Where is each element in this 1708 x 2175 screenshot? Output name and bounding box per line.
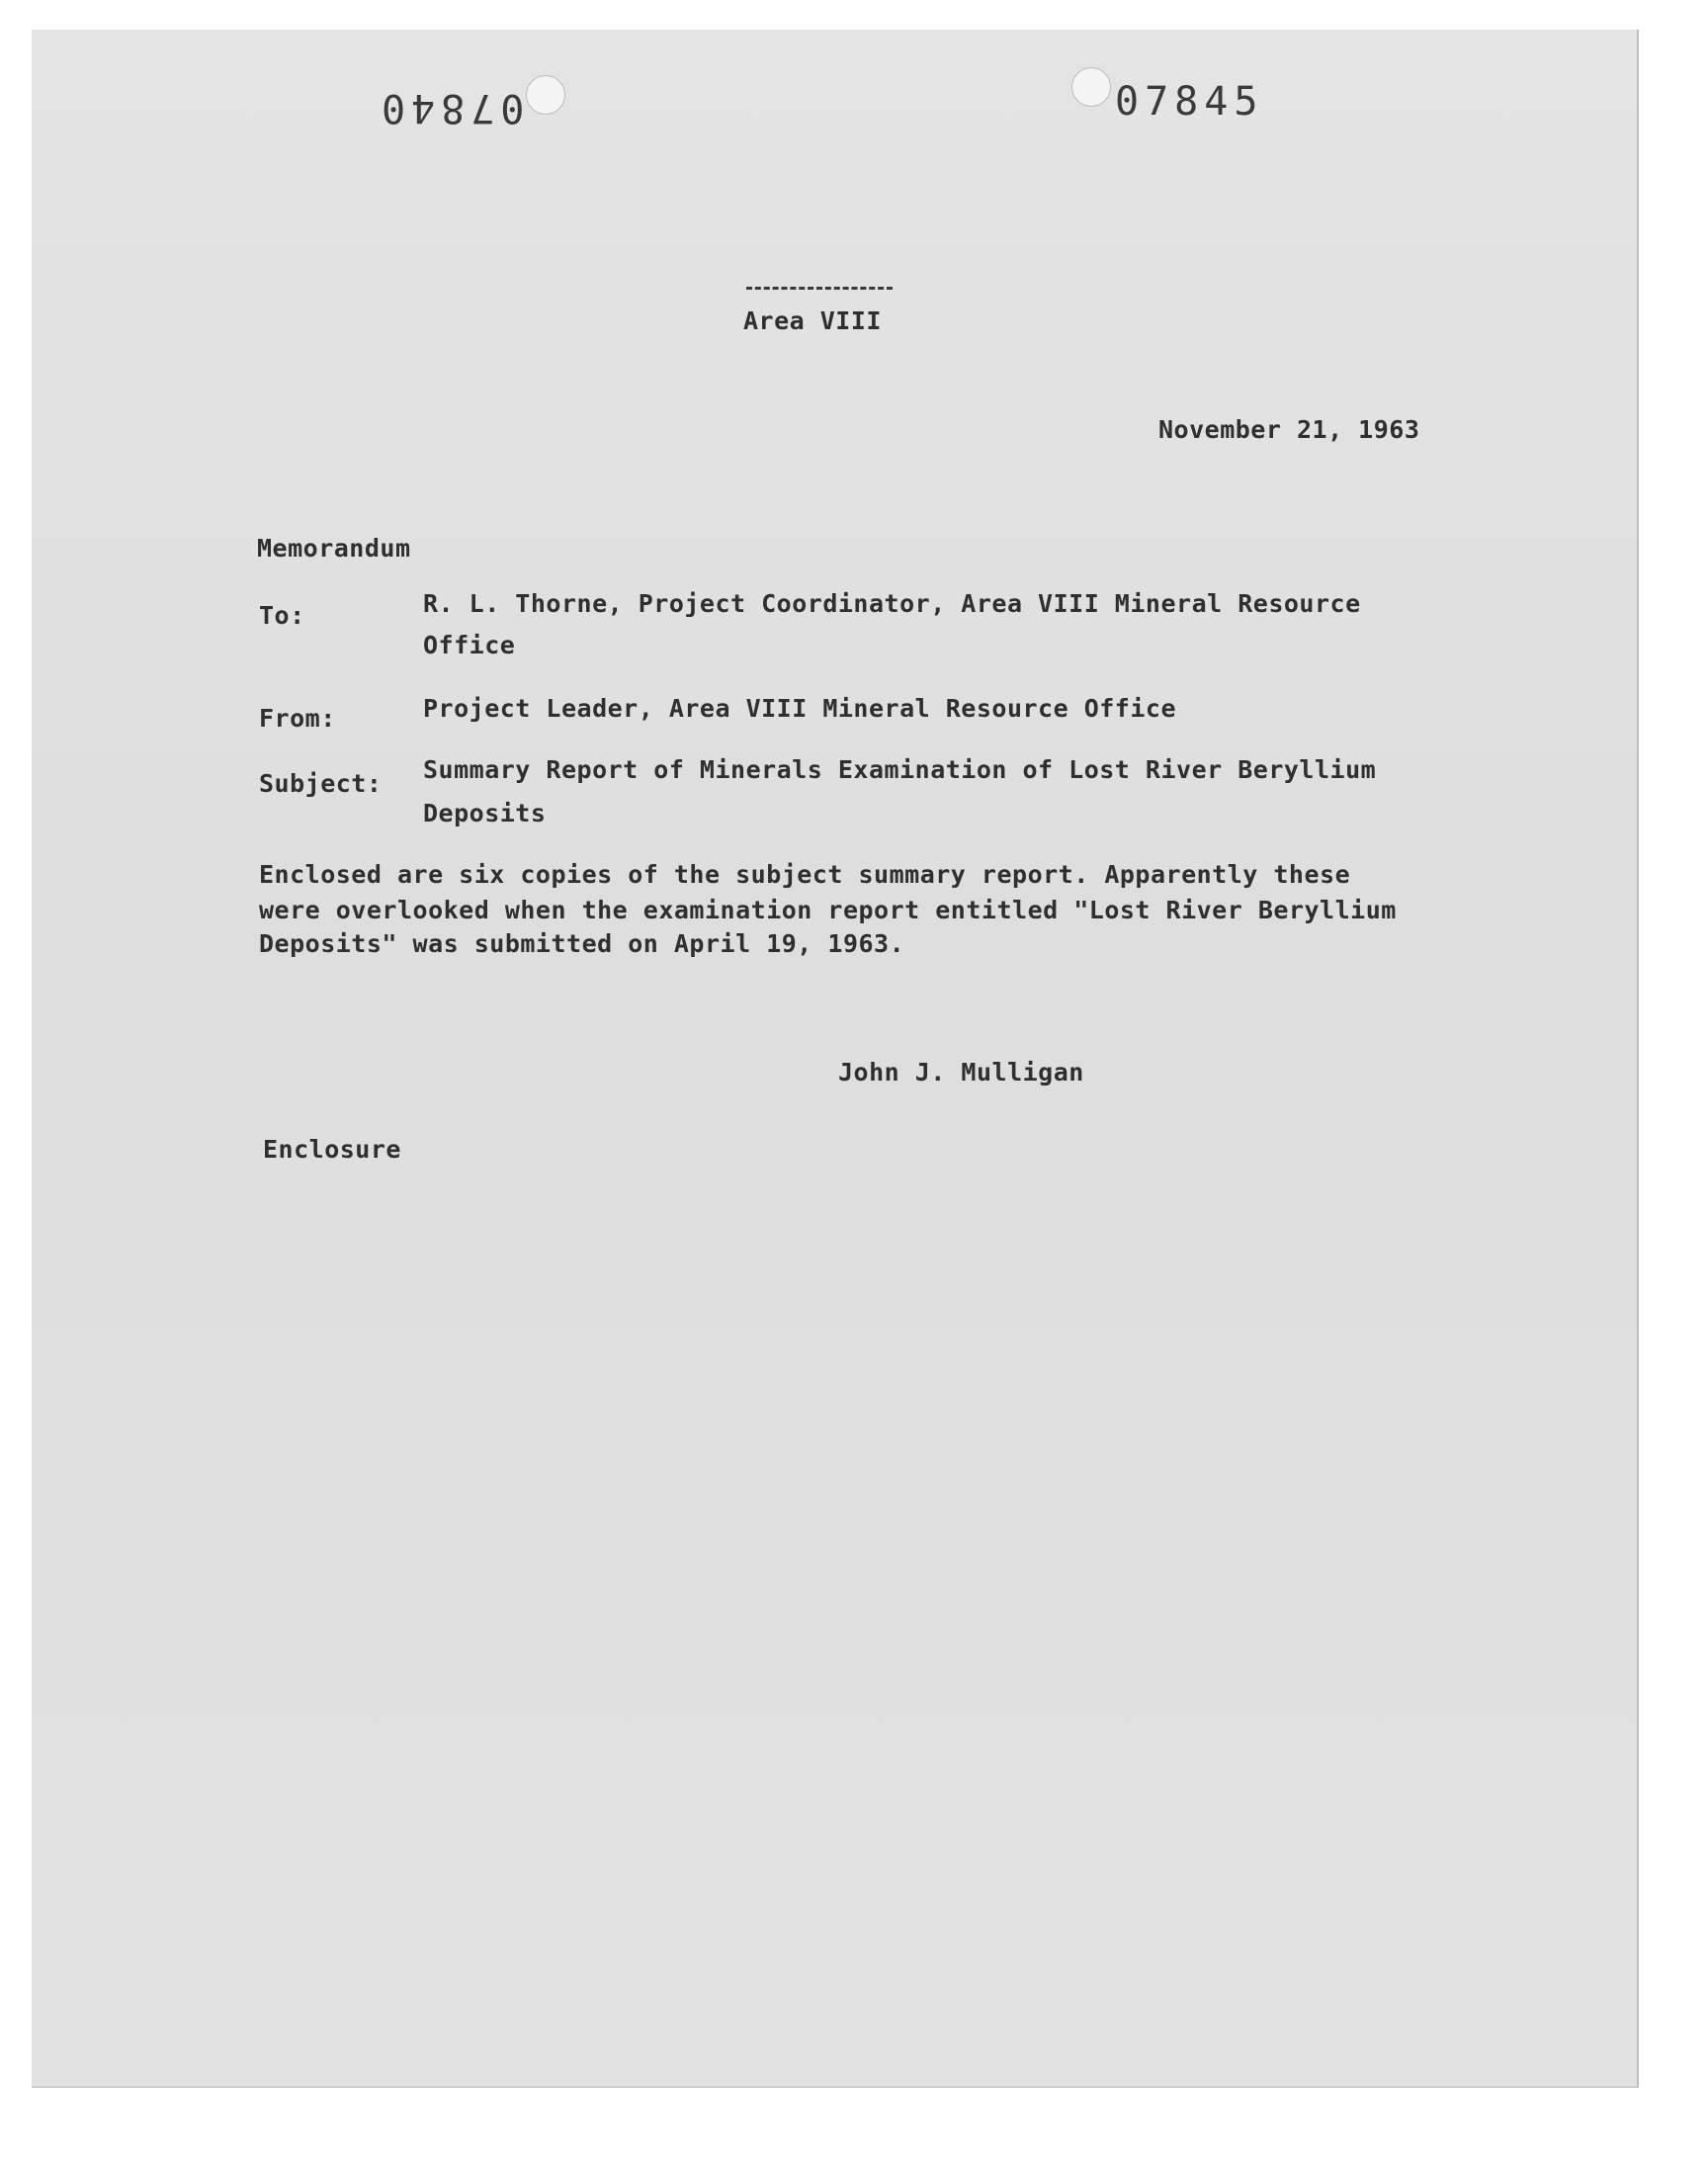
subject-value-line2: Deposits (423, 799, 547, 827)
memo-type: Memorandum (257, 534, 411, 563)
file-number-stamp-right: 07845 (1115, 79, 1264, 125)
memo-date: November 21, 1963 (1158, 415, 1420, 444)
from-label: From: (259, 704, 336, 733)
enclosure-note: Enclosure (263, 1135, 401, 1164)
subject-value-line1: Summary Report of Minerals Examination of Lost River Beryllium (423, 755, 1377, 784)
body-line3: Deposits" was submitted on April 19, 1963. (259, 929, 905, 958)
file-number-stamp-left: 07840 (376, 85, 525, 130)
body-line1: Enclosed are six copies of the subject summary report. Apparently these (259, 860, 1351, 889)
signature: John J. Mulligan (838, 1058, 1084, 1087)
to-label: To: (259, 601, 305, 630)
subject-label: Subject: (259, 769, 383, 798)
punch-hole-left (526, 75, 565, 115)
scanned-page (32, 30, 1639, 2088)
punch-hole-right (1071, 67, 1111, 107)
area-heading: Area VIII (743, 306, 882, 335)
from-value: Project Leader, Area VIII Mineral Resource Office (423, 694, 1177, 723)
to-value-line2: Office (423, 631, 516, 659)
to-value-line1: R. L. Thorne, Project Coordinator, Area VIII Mineral Resource (423, 589, 1361, 618)
body-line2: were overlooked when the examination report entitled "Lost River Beryllium (259, 896, 1397, 924)
header-rule (746, 287, 893, 290)
